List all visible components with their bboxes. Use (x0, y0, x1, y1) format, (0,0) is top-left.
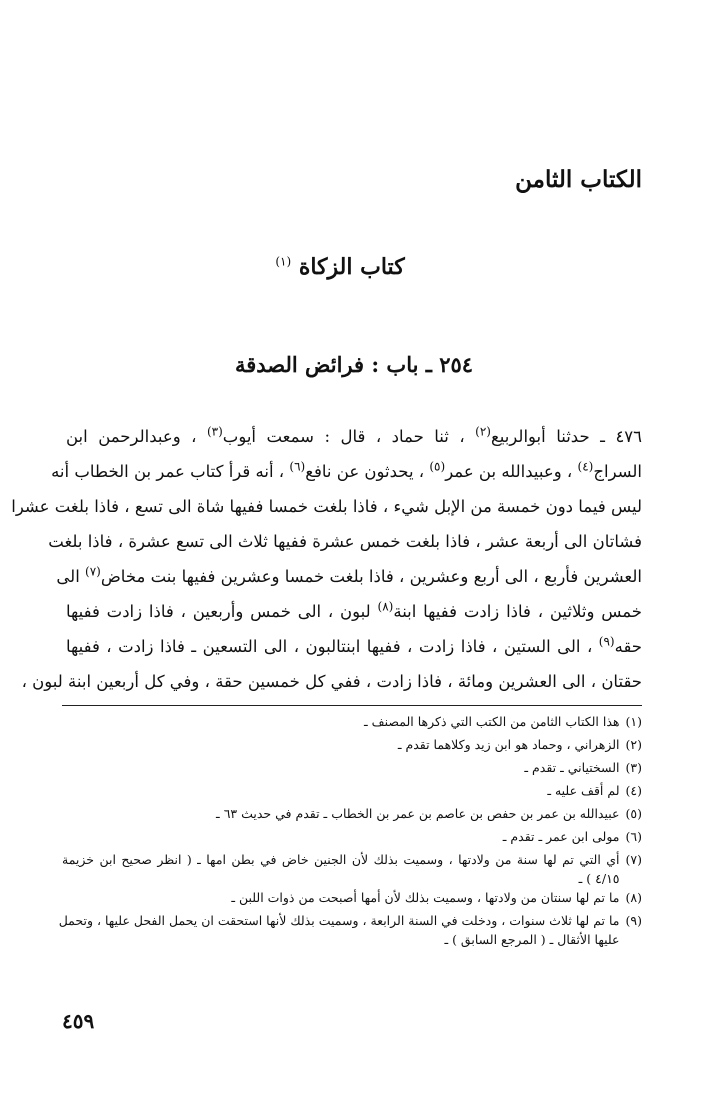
chapter-title: ٢٥٤ ـ باب : فرائض الصدقة (234, 352, 474, 377)
footnote-text (62, 804, 620, 827)
hadith-segment: السراج (593, 462, 642, 481)
hadith-line (66, 594, 642, 629)
footnote-number: (٩) (625, 913, 642, 928)
footnote-line: عليها الأثقال ـ ( المرجع السابق ) ـ (444, 932, 620, 947)
footnotes (58, 712, 642, 949)
hadith-line (66, 629, 642, 664)
hadith-segment: لبون ، الى خمس وأربعين ، فاذا زادت ففيها (66, 602, 378, 621)
hadith-line (48, 524, 642, 559)
hadith-text (11, 419, 643, 699)
footnote-line: لم أقف عليه ـ (547, 783, 620, 798)
footnote (58, 911, 642, 949)
footnote-text (62, 735, 620, 758)
footnote-text (62, 712, 620, 735)
footnote-divider (62, 705, 642, 706)
footnote (62, 804, 642, 827)
section-title (0, 254, 708, 280)
footnote (62, 888, 642, 911)
footnote-ref: (١) (275, 254, 292, 269)
footnote (62, 781, 642, 804)
footnote-number: (٥) (625, 806, 642, 821)
footnote-number: (٢) (625, 737, 642, 752)
book-title: الكتاب الثامن (515, 166, 642, 193)
footnote-ref: (٩) (598, 634, 615, 649)
hadith-segment: حقه (614, 637, 642, 656)
hadith-line (11, 489, 642, 524)
hadith-line (66, 419, 642, 454)
hadith-segment: حقتان ، الى العشرين ومائة ، فاذا زادت ، ففي كل خمسين حقة ، وفي كل أربعين ابنة لبون ، (21, 672, 642, 691)
footnote-number: (٧) (625, 852, 642, 867)
footnote-ref: (٥) (429, 459, 446, 474)
footnote (62, 758, 642, 781)
hadith-line (21, 664, 642, 699)
hadith-segment: العشرين فأربع ، الى أربع وعشرين ، فاذا بلغت خمسا وعشرين ففيها بنت مخاض (100, 567, 642, 586)
footnote-line: ما تم لها ثلاث سنوات ، ودخلت في السنة الرابعة ، وسميت بذلك لأنها استحقت ان يحمل الفحل عليها ، وتحمل (58, 913, 620, 928)
footnote (62, 712, 642, 735)
hadith-segment: ، وعبدالرحمن ابن (66, 427, 207, 446)
footnote-text (62, 827, 620, 850)
footnote-text (62, 781, 620, 804)
footnote (62, 827, 642, 850)
footnote-number: (١) (625, 714, 642, 729)
footnote-line: ما تم لها سنتان من ولادتها ، وسميت بذلك لأن أمها أصبحت من ذوات اللبن ـ (231, 890, 620, 905)
footnote-ref: (٧) (85, 564, 101, 579)
hadith-segment: ٤٧٦ ـ حدثنا أبوالربيع (490, 427, 643, 446)
footnote-ref: (٢) (475, 424, 491, 439)
hadith-segment: فشاتان الى أربعة عشر ، فاذا بلغت خمس عشرة ففيها ثلاث الى تسع عشرة ، فاذا بلغت (48, 532, 642, 551)
hadith-segment: ليس فيما دون خمسة من الإبل شيء ، فاذا بلغت خمسا ففيها شاة الى تسع ، فاذا بلغت عشرا (11, 497, 642, 516)
footnote-number: (٣) (625, 760, 642, 775)
footnote-number: (٨) (625, 890, 642, 905)
footnote (62, 735, 642, 758)
hadith-segment: ، الى الستين ، فاذا زادت ، ففيها ابنتالبون ، الى التسعين ـ فاذا زادت ، ففيها (66, 637, 599, 656)
footnote-line: عبيدالله بن عمر بن حفص بن عاصم بن عمر بن الخطاب ـ تقدم في حديث ٦٣ ـ (216, 806, 620, 821)
hadith-segment: الى (56, 567, 86, 586)
hadith-segment: ، يحدثون عن نافع (305, 462, 430, 481)
footnote-text (62, 850, 620, 888)
footnote-ref: (٦) (289, 459, 306, 474)
footnote-ref: (٤) (577, 459, 594, 474)
footnote-line: الزهراني ، وحماد هو ابن زيد وكلاهما تقدم ـ (397, 737, 620, 752)
hadith-segment: ، ثنا حماد ، قال : سمعت أيوب (222, 427, 476, 446)
hadith-line (51, 454, 642, 489)
footnote-ref: (٣) (206, 424, 223, 439)
footnote-line: هذا الكتاب الثامن من الكتب التي ذكرها المصنف ـ (364, 714, 620, 729)
footnote-line: أي التي تم لها سنة من ولادتها ، وسميت بذلك لأن الجنين خاض في بطن امها ـ ( انظر صحيح ابن خزيمة (62, 852, 620, 867)
hadith-segment: ، أنه قرأ كتاب عمر بن الخطاب أنه (51, 462, 290, 481)
footnote-number: (٦) (625, 829, 642, 844)
footnote-line: السختياني ـ تقدم ـ (524, 760, 620, 775)
page-number: ٤٥٩ (62, 1009, 95, 1033)
footnote (62, 850, 642, 888)
footnote-number: (٤) (625, 783, 642, 798)
footnote-text (59, 911, 620, 949)
footnote-ref: (٨) (377, 599, 394, 614)
hadith-segment: خمس وثلاثين ، فاذا زادت ففيها ابنة (393, 602, 642, 621)
section-title-text: كتاب الزكاة (298, 254, 405, 280)
footnote-text (62, 758, 620, 781)
footnote-line: ٤/١٥ ) ـ (578, 871, 620, 886)
hadith-line (56, 559, 642, 594)
hadith-segment: ، وعبيدالله بن عمر (445, 462, 578, 481)
footnote-text (62, 888, 620, 911)
footnote-line: مولى ابن عمر ـ تقدم ـ (502, 829, 620, 844)
